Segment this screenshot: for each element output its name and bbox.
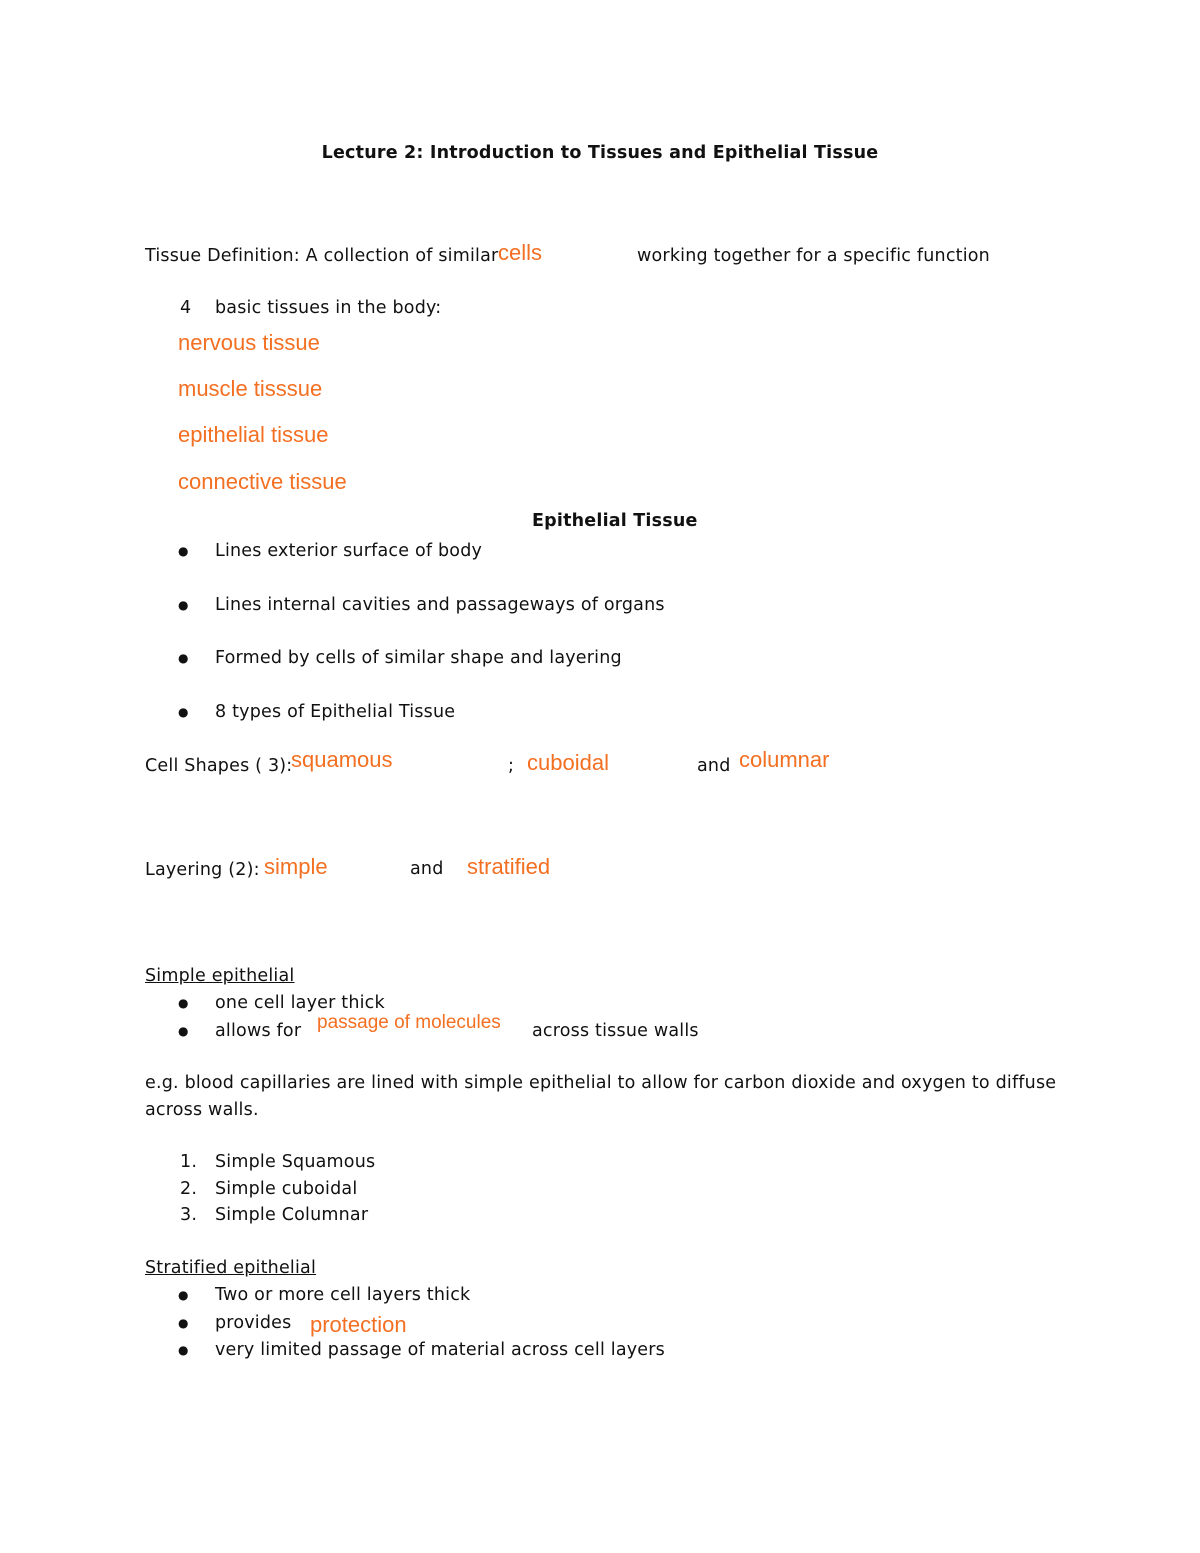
basic-tissue-answer: epithelial tissue [178, 422, 329, 447]
basic-tissue-answer: muscle tisssue [178, 376, 323, 401]
simple-bullet: one cell layer thick [215, 993, 385, 1013]
layering-and: and [410, 859, 444, 879]
stratified-bullet: Two or more cell layers thick [215, 1285, 471, 1305]
bullet-icon: ● [178, 1343, 189, 1357]
stratified-bullet: very limited passage of material across cell layers [215, 1340, 665, 1360]
bullet-icon: ● [178, 544, 189, 558]
simple-bullet-answer: passage of molecules [317, 1012, 501, 1033]
cell-shapes-label: Cell Shapes ( 3): [145, 756, 293, 776]
list-item: Simple Squamous [215, 1152, 376, 1172]
layering-answer-stratified: stratified [467, 854, 551, 879]
layering-label: Layering (2): [145, 860, 260, 880]
simple-example: e.g. blood capillaries are lined with simple epithelial to allow for carbon dioxide and oxygen to diffuse [145, 1073, 1057, 1093]
definition-suffix: working together for a specific function [637, 246, 990, 266]
epithelial-bullet: 8 types of Epithelial Tissue [215, 702, 456, 722]
definition-prefix: Tissue Definition: A collection of similar [145, 246, 499, 266]
bullet-icon: ● [178, 1288, 189, 1302]
bullet-icon: ● [178, 996, 189, 1010]
bullet-icon: ● [178, 1024, 189, 1038]
list-number: 1. [180, 1152, 198, 1172]
basic-tissues-label: basic tissues in the body: [215, 298, 442, 318]
simple-bullet-suffix: across tissue walls [532, 1021, 699, 1041]
bullet-icon: ● [178, 705, 189, 719]
epithelial-bullet: Lines internal cavities and passageways of organs [215, 595, 665, 615]
list-number: 2. [180, 1179, 198, 1199]
cell-shape-answer-columnar: columnar [739, 747, 830, 772]
simple-example: across walls. [145, 1100, 259, 1120]
epithelial-bullet: Formed by cells of similar shape and layering [215, 648, 622, 668]
bullet-icon: ● [178, 1316, 189, 1330]
list-number: 3. [180, 1205, 198, 1225]
cell-shape-answer-cuboidal: cuboidal [527, 750, 609, 775]
bullet-icon: ● [178, 598, 189, 612]
list-item: Simple cuboidal [215, 1179, 358, 1199]
basic-tissue-answer: nervous tissue [178, 330, 320, 355]
definition-answer: cells [498, 240, 543, 265]
stratified-epithelial-heading: Stratified epithelial [145, 1258, 317, 1278]
basic-tissue-answer: connective tissue [178, 469, 347, 494]
epithelial-heading: Epithelial Tissue [532, 511, 698, 531]
simple-bullet-prefix: allows for [215, 1021, 302, 1041]
basic-tissues-count: 4 [180, 298, 192, 318]
list-item: Simple Columnar [215, 1205, 369, 1225]
stratified-bullet-prefix: provides [215, 1313, 292, 1333]
cell-shape-answer-squamous: squamous [291, 747, 393, 772]
simple-epithelial-heading: Simple epithelial [145, 966, 295, 986]
layering-answer-simple: simple [264, 854, 328, 879]
page-title: Lecture 2: Introduction to Tissues and Epithelial Tissue [321, 143, 879, 163]
cell-shapes-separator: ; [508, 756, 515, 776]
cell-shapes-and: and [697, 756, 731, 776]
bullet-icon: ● [178, 651, 189, 665]
epithelial-bullet: Lines exterior surface of body [215, 541, 483, 561]
stratified-bullet-answer: protection [310, 1312, 407, 1337]
